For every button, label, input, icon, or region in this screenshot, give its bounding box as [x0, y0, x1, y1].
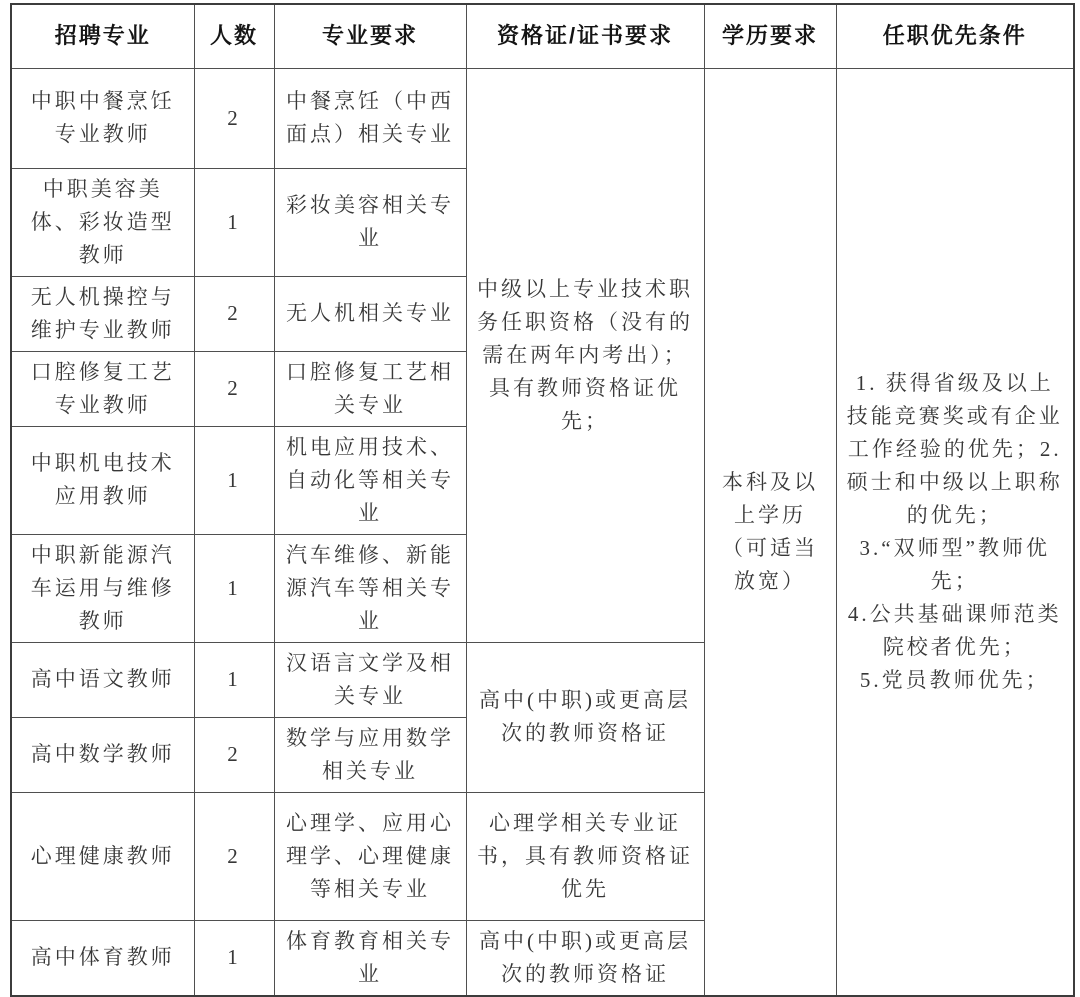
count-cell: 2 [194, 351, 274, 426]
count-cell: 1 [194, 642, 274, 717]
count-cell: 1 [194, 426, 274, 534]
major-cell: 高中体育教师 [11, 920, 194, 996]
major-cell: 中职中餐烹饪专业教师 [11, 68, 194, 168]
column-header-major: 招聘专业 [11, 4, 194, 68]
column-header-certificate: 资格证/证书要求 [466, 4, 704, 68]
requirement-cell: 汽车维修、新能源汽车等相关专业 [274, 534, 466, 642]
recruitment-table [10, 3, 1075, 997]
count-cell: 1 [194, 168, 274, 276]
column-header-requirement: 专业要求 [274, 4, 466, 68]
requirement-cell: 无人机相关专业 [274, 276, 466, 351]
certificate-cell: 高中(中职)或更高层次的教师资格证 [466, 642, 704, 792]
education-cell: 本科及以上学历（可适当放宽） [704, 68, 836, 996]
major-cell: 口腔修复工艺专业教师 [11, 351, 194, 426]
count-cell: 2 [194, 792, 274, 920]
major-cell: 高中语文教师 [11, 642, 194, 717]
table-row [11, 68, 1074, 168]
requirement-cell: 体育教育相关专业 [274, 920, 466, 996]
certificate-cell: 中级以上专业技术职务任职资格（没有的需在两年内考出）；具有教师资格证优先； [466, 68, 704, 642]
major-cell: 中职美容美体、彩妆造型教师 [11, 168, 194, 276]
requirement-cell: 心理学、应用心理学、心理健康等相关专业 [274, 792, 466, 920]
priority-item: 4.公共基础课师范类院校者优先； [847, 601, 1062, 659]
major-cell: 心理健康教师 [11, 792, 194, 920]
major-cell: 高中数学教师 [11, 717, 194, 792]
major-cell: 中职机电技术应用教师 [11, 426, 194, 534]
requirement-cell: 汉语言文学及相关专业 [274, 642, 466, 717]
count-cell: 2 [194, 717, 274, 792]
column-header-education: 学历要求 [704, 4, 836, 68]
priority-item: 5.党员教师优先； [859, 667, 1050, 692]
column-header-count: 人数 [194, 4, 274, 68]
header-row [11, 4, 1074, 68]
count-cell: 2 [194, 68, 274, 168]
requirement-cell: 中餐烹饪（中西面点）相关专业 [274, 68, 466, 168]
requirement-cell: 口腔修复工艺相关专业 [274, 351, 466, 426]
count-cell: 1 [194, 920, 274, 996]
column-header-priority: 任职优先条件 [836, 4, 1074, 68]
requirement-cell: 机电应用技术、自动化等相关专业 [274, 426, 466, 534]
major-cell: 无人机操控与维护专业教师 [11, 276, 194, 351]
major-cell: 中职新能源汽车运用与维修教师 [11, 534, 194, 642]
requirement-cell: 彩妆美容相关专业 [274, 168, 466, 276]
requirement-cell: 数学与应用数学相关专业 [274, 717, 466, 792]
certificate-cell: 高中(中职)或更高层次的教师资格证 [466, 920, 704, 996]
certificate-cell: 心理学相关专业证书，具有教师资格证优先 [466, 792, 704, 920]
priority-item: 3.“双师型”教师优先； [859, 535, 1050, 593]
priority-cell [836, 68, 1074, 996]
count-cell: 2 [194, 276, 274, 351]
priority-item: 1. 获得省级及以上技能竞赛奖或有企业工作经验的优先；2.硕士和中级以上职称的优先； [846, 370, 1063, 527]
count-cell: 1 [194, 534, 274, 642]
